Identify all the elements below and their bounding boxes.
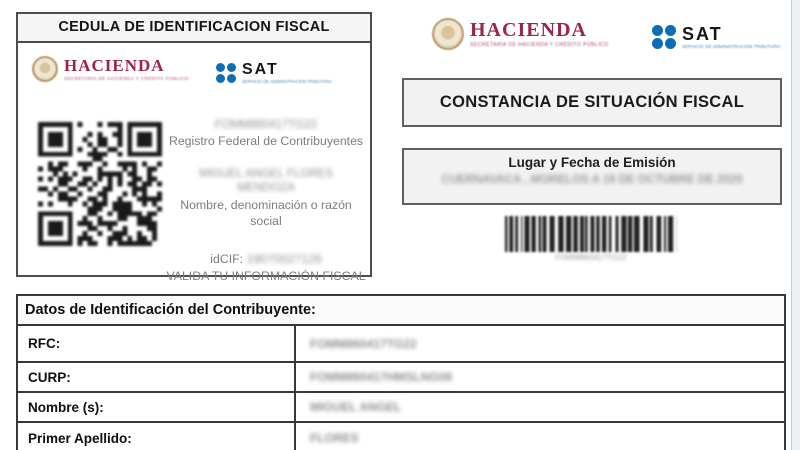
cedula-card-title: CEDULA DE IDENTIFICACION FISCAL — [18, 14, 370, 43]
hacienda-subtitle: SECRETARÍA DE HACIENDA Y CRÉDITO PÚBLICO — [470, 42, 609, 48]
row-label-curp: CURP: — [18, 363, 296, 391]
row-label-nombres: Nombre (s): — [18, 393, 296, 421]
cedula-identificacion-card — [16, 12, 372, 283]
valida-informacion-text: VALIDA TU INFORMACIÓN FISCAL — [166, 268, 366, 283]
hacienda-subtitle: SECRETARÍA DE HACIENDA Y CRÉDITO PÚBLICO — [64, 76, 189, 81]
sat-wordmark: SAT — [242, 61, 279, 78]
sat-subtitle: SERVICIO DE ADMINISTRACIÓN TRIBUTARIA — [242, 79, 332, 84]
image-edge-strip — [791, 0, 800, 450]
hacienda-eagle-seal-icon — [32, 56, 58, 82]
qr-code — [38, 118, 162, 250]
row-value-rfc-redacted: FOMM860417TG22 — [310, 336, 417, 351]
barcode — [505, 216, 677, 252]
rfc-value-redacted: FOMM860417TG22 — [214, 119, 318, 131]
idcif-label: idCIF: — [210, 252, 244, 267]
sat-dots-icon — [216, 63, 236, 83]
table-row — [18, 423, 784, 450]
barcode-caption-redacted: FOMM860417TG22 — [555, 253, 627, 262]
constancia-title-box: CONSTANCIA DE SITUACIÓN FISCAL — [402, 78, 782, 127]
datos-identificacion-table — [16, 294, 786, 450]
row-value-curp-redacted: FOMM860417HMSLNG08 — [310, 370, 453, 384]
table-row — [18, 393, 784, 423]
hacienda-eagle-seal-icon — [432, 18, 464, 50]
sat-logo — [652, 25, 781, 49]
table-row — [18, 363, 784, 393]
emision-label: Lugar y Fecha de Emisión — [508, 155, 676, 170]
sat-wordmark: SAT — [682, 24, 723, 44]
table-title: Datos de Identificación del Contribuyente: — [18, 296, 784, 326]
emision-value-redacted: CUERNAVACA , MORELOS A 19 DE OCTUBRE DE 2020 — [441, 174, 743, 186]
cedula-card-text — [166, 118, 366, 284]
hacienda-wordmark: HACIENDA — [470, 19, 587, 41]
idcif-value-redacted: 19070027126 — [246, 252, 322, 267]
row-label-rfc: RFC: — [18, 326, 296, 361]
contribuyente-name-redacted: MIGUEL ANGEL FLORES MENDOZA — [199, 167, 333, 195]
hacienda-logo — [32, 56, 189, 82]
rfc-label: Registro Federal de Contribuyentes — [168, 134, 364, 149]
name-label: Nombre, denominación o razón social — [180, 198, 352, 228]
sat-logo — [216, 62, 332, 84]
row-value-nombres-redacted: MIGUEL ANGEL — [310, 400, 402, 414]
sat-subtitle: SERVICIO DE ADMINISTRACIÓN TRIBUTARIA — [682, 44, 781, 49]
idcif-line — [166, 252, 366, 267]
sat-dots-icon — [652, 25, 676, 49]
row-value-primer-apellido-redacted: FLORES — [310, 431, 359, 445]
hacienda-logo — [432, 18, 609, 50]
hacienda-wordmark: HACIENDA — [64, 56, 165, 75]
lugar-fecha-emision-box — [402, 148, 782, 205]
row-label-primer-apellido: Primer Apellido: — [18, 423, 296, 450]
table-row — [18, 326, 784, 363]
